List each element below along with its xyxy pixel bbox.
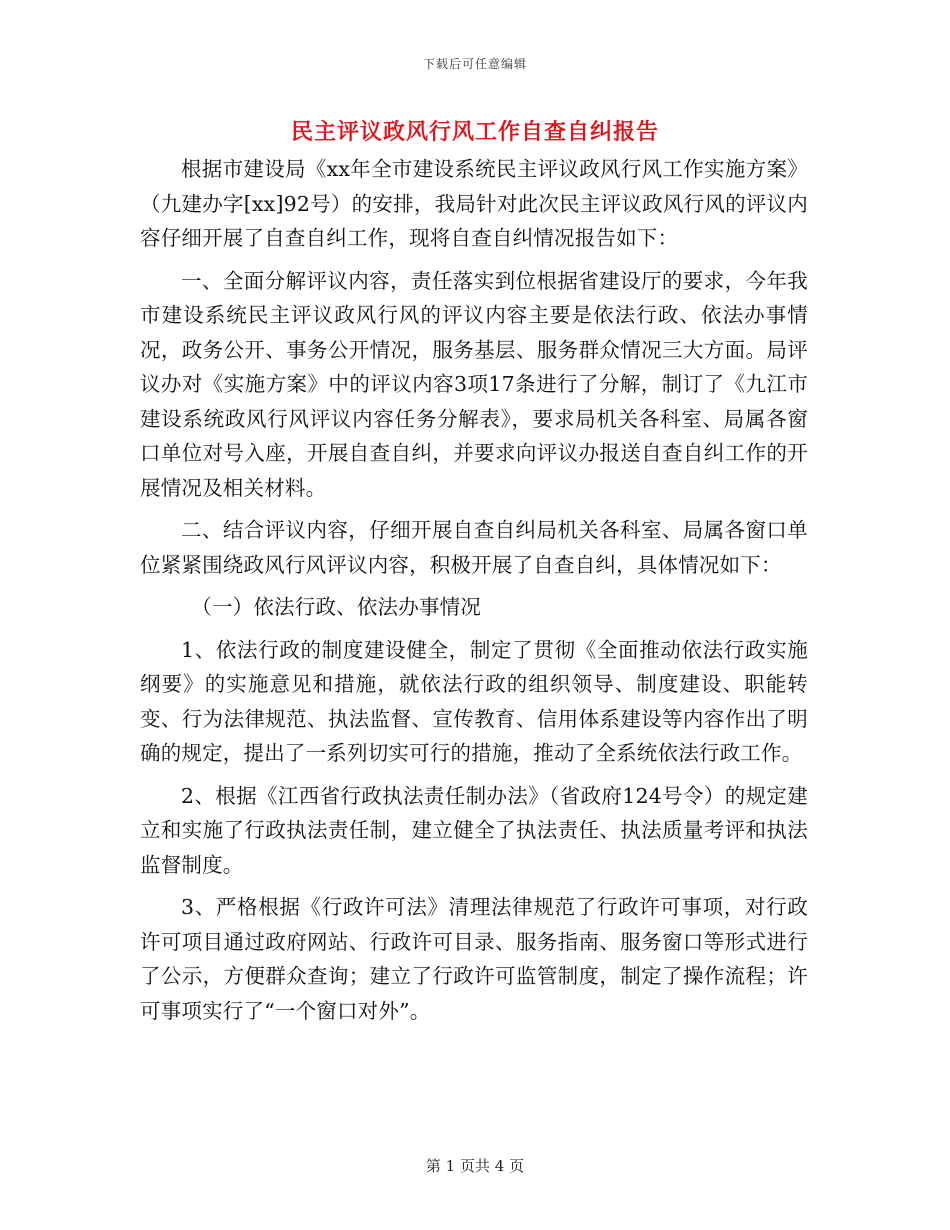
paragraph-item-3: 3、严格根据《行政许可法》清理法律规范了行政许可事项，对行政许可项目通过政府网站、行政许可目录、服务指南、服务窗口等形式进行了公示，方便群众查询；建立了行政许可监管制度，制定了操作流程；许可事项实行了“一个窗口对外”。 [140, 895, 808, 1023]
paragraph-item-2: 2、根据《江西省行政执法责任制办法》（省政府124号令）的规定建立和实施了行政执法责任制，建立健全了执法责任、执法质量考评和执法监督制度。 [140, 783, 808, 877]
paragraph-section-1: 一、全面分解评议内容，责任落实到位根据省建设厅的要求，今年我市建设系统民主评议政风行风的评议内容主要是依法行政、依法办事情况，政务公开、事务公开情况，服务基层、服务群众情况三大方面。局评议办对《实施方案》中的评议内容3项17条进行了分解，制订了《九江市建设系统政风行风评议内容任务分解表》，要求局机关各科室、局属各窗口单位对号入座，开展自查自纠，并要求向评议办报送自查自纠工作的开展情况及相关材料。 [140, 268, 808, 500]
paragraph-item-1: 1、依法行政的制度建设健全，制定了贯彻《全面推动依法行政实施纲要》的实施意见和措施，就依法行政的组织领导、制度建设、职能转变、行为法律规范、执法监督、宣传教育、信用体系建设等内容作出了明确的规定，提出了一系列切实可行的措施，推动了全系统依法行政工作。 [140, 637, 808, 765]
header-note: 下载后可任意编辑 [422, 57, 527, 71]
paragraph-subheading-1: （一）依法行政、依法办事情况 [191, 595, 482, 619]
page-number: 第 1 页共 4 页 [425, 1157, 525, 1175]
document-title: 民主评议政风行风工作自查自纠报告 [290, 119, 659, 145]
paragraph-section-2: 二、结合评议内容，仔细开展自查自纠局机关各科室、局属各窗口单位紧紧围绕政风行风评议内容，积极开展了自查自纠，具体情况如下： [140, 518, 808, 577]
paragraph-intro: 根据市建设局《xx年全市建设系统民主评议政风行风工作实施方案》（九建办字[xx]92号）的安排，我局针对此次民主评议政风行风的评议内容仔细开展了自查自纠工作，现将自查自纠情况报告如下： [140, 157, 808, 250]
document-body [140, 152, 808, 1036]
